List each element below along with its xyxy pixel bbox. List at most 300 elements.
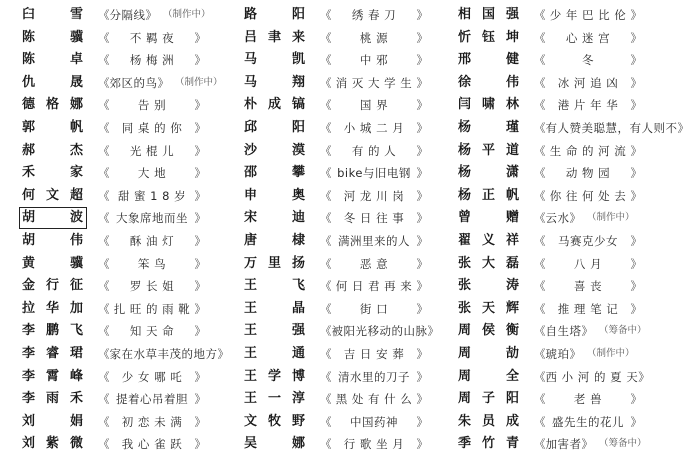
close-quote-mark: 》 [417,233,429,249]
film-title [320,188,428,204]
film-title [320,52,428,68]
film-title-text: 盛先生的花儿 [552,414,624,430]
open-quote-mark: 《 [534,414,546,430]
film-title [534,97,642,113]
close-quote-mark: 》 [417,75,429,91]
close-quote-mark: 》 [146,7,158,23]
director-name: 金行征 [22,278,84,294]
film-title [98,97,206,113]
film-title [534,391,642,407]
open-quote-mark: 《 [320,301,332,317]
film-title-text: 黑 处 有 什 么 [336,391,413,407]
film-title-text: 桃 源 [360,30,388,46]
director-name: 刘 娟 [22,414,84,430]
open-quote-mark: 《 [320,75,332,91]
director-name: 王 通 [244,346,306,362]
open-quote-mark: 《 [98,188,110,204]
film-title-text: 心 迷 宫 [566,30,610,46]
open-quote-mark: 《 [534,233,546,249]
director-name: 李霄峰 [22,369,84,385]
film-title-text: 绣 春 刀 [352,7,396,23]
film-title [320,436,428,452]
film-title [320,120,428,136]
film-title [320,301,428,317]
open-quote-mark: 《 [534,97,546,113]
film-title-text: 提着心吊着胆 [116,391,188,407]
director-name: 曾 赠 [458,210,520,226]
close-quote-mark: 》 [417,278,429,294]
film-title [320,256,428,272]
director-name: 邢 健 [458,52,520,68]
film-title-text: 消 灭 大 学 生 [336,75,413,91]
film-title-text: 动 物 园 [566,165,610,181]
close-quote-mark: 》 [631,233,643,249]
film-title-text: 港 片 年 华 [558,97,618,113]
film-title-text: 被阳光移动的山脉 [332,323,428,339]
film-title [98,256,206,272]
open-quote-mark: 《 [534,120,546,136]
close-quote-mark: 》 [417,120,429,136]
film-title-text: 同 桌 的 你 [122,120,182,136]
close-quote-mark: 》 [631,52,643,68]
film-title-text: 清水里的刀子 [338,369,410,385]
close-quote-mark: 》 [631,75,643,91]
director-name: 王 强 [244,323,306,339]
film-title [98,120,206,136]
director-name: 季竹青 [458,436,520,452]
close-quote-mark: 》 [428,323,440,339]
director-name: 马 凯 [244,52,306,68]
close-quote-mark: 》 [638,369,650,385]
film-title [320,30,428,46]
open-quote-mark: 《 [98,323,110,339]
film-title [98,143,206,159]
open-quote-mark: 《 [320,52,332,68]
close-quote-mark: 》 [631,301,643,317]
film-title [534,7,642,23]
film-title [320,346,428,362]
film-title [320,210,428,226]
film-title [320,143,428,159]
director-name: 周侯衡 [458,323,520,339]
film-title-text: 冬 [582,52,594,68]
director-name: 王一淳 [244,391,306,407]
film-title [320,7,428,23]
close-quote-mark: 》 [195,301,207,317]
film-title [98,75,206,91]
film-title [98,301,206,317]
open-quote-mark: 《 [320,233,332,249]
film-title-text: bike与旧电钢 [337,165,411,181]
film-title [534,369,642,385]
film-title [320,323,428,339]
director-name: 周子阳 [458,391,520,407]
film-title [98,369,206,385]
close-quote-mark: 》 [570,346,582,362]
open-quote-mark: 《 [534,278,546,294]
open-quote-mark: 《 [98,391,110,407]
film-title [98,391,206,407]
open-quote-mark: 《 [534,346,546,362]
close-quote-mark: 》 [631,7,643,23]
open-quote-mark: 《 [98,52,110,68]
director-name: 郭 帆 [22,120,84,136]
open-quote-mark: 《 [320,165,332,181]
film-title [320,369,428,385]
open-quote-mark: 《 [320,346,332,362]
director-name: 禾 家 [22,165,84,181]
director-name: 万里扬 [244,256,306,272]
director-name: 周 劼 [458,346,520,362]
film-title [98,278,206,294]
film-title-text: 酥 油 灯 [130,233,174,249]
director-name: 文牧野 [244,414,306,430]
open-quote-mark: 《 [98,120,110,136]
director-name: 张 涛 [458,278,520,294]
production-status: （筹备中） [599,436,647,452]
film-title-text: 河 龙 川 岗 [344,188,404,204]
director-name: 沙 漠 [244,143,306,159]
open-quote-mark: 《 [534,143,546,159]
film-title-text: 喜 丧 [574,278,602,294]
open-quote-mark: 《 [98,233,110,249]
close-quote-mark: 》 [631,30,643,46]
close-quote-mark: 》 [195,369,207,385]
film-title [320,75,428,91]
close-quote-mark: 》 [195,120,207,136]
film-title-text: 杨 梅 洲 [130,52,174,68]
close-quote-mark: 》 [417,30,429,46]
film-title [534,52,642,68]
director-name: 相国强 [458,7,520,23]
film-title-text: 少 年 巴 比 伦 [550,7,627,23]
close-quote-mark: 》 [417,414,429,430]
film-title [98,30,206,46]
open-quote-mark: 《 [98,165,110,181]
film-title-text: 云水 [546,210,570,226]
director-name: 张大磊 [458,256,520,272]
film-title [98,165,206,181]
film-title [534,278,642,294]
open-quote-mark: 《 [534,165,546,181]
open-quote-mark: 《 [320,143,332,159]
director-name: 朱员成 [458,414,520,430]
director-name: 王 晶 [244,301,306,317]
film-title [534,323,642,339]
director-name: 闫啸林 [458,97,520,113]
close-quote-mark: 》 [417,346,429,362]
open-quote-mark: 《 [320,256,332,272]
film-title [98,436,206,452]
open-quote-mark: 《 [98,436,110,452]
film-title-text: 分隔线 [110,7,146,23]
director-name: 王 飞 [244,278,306,294]
open-quote-mark: 《 [534,323,546,339]
film-title-text: 西 小 河 的 夏 天 [546,369,639,385]
close-quote-mark: 》 [631,143,643,159]
film-title-text: 国 界 [360,97,388,113]
close-quote-mark: 》 [417,52,429,68]
close-quote-mark: 》 [417,391,429,407]
close-quote-mark: 》 [631,391,643,407]
director-name: 邱 阳 [244,120,306,136]
film-title-text: 何 日 君 再 来 [336,278,413,294]
film-title-text: 街 口 [360,301,388,317]
director-name: 杨 潇 [458,165,520,181]
open-quote-mark: 《 [320,369,332,385]
director-name: 吕聿来 [244,30,306,46]
film-title-text: 大象席地而坐 [116,210,188,226]
director-name: 宋 迪 [244,210,306,226]
open-quote-mark: 《 [98,301,110,317]
film-title [534,256,642,272]
close-quote-mark: 》 [195,436,207,452]
close-quote-mark: 》 [195,210,207,226]
film-title [534,414,642,430]
film-title [98,414,206,430]
close-quote-mark: 》 [417,301,429,317]
director-name: 胡 伟 [22,233,84,249]
director-name: 马 翔 [244,75,306,91]
open-quote-mark: 《 [98,7,110,23]
director-name: 陈 卓 [22,52,84,68]
film-title-text: 中国药神 [350,414,398,430]
close-quote-mark: 》 [678,120,689,136]
film-title-text: 郊区的鸟 [110,75,158,91]
open-quote-mark: 《 [98,278,110,294]
film-title [534,120,642,136]
open-quote-mark: 《 [534,301,546,317]
close-quote-mark: 》 [416,165,428,181]
director-name: 德格娜 [22,97,84,113]
director-name: 臼 雪 [22,7,84,23]
film-title-text: 扎 旺 的 雨 靴 [114,301,191,317]
film-title [320,391,428,407]
close-quote-mark: 》 [417,369,429,385]
director-name: 周 全 [458,369,520,385]
open-quote-mark: 《 [534,391,546,407]
close-quote-mark: 》 [417,97,429,113]
director-name: 邵 攀 [244,165,306,181]
open-quote-mark: 《 [98,369,110,385]
close-quote-mark: 》 [582,323,594,339]
film-title-text: 知 天 命 [130,323,174,339]
director-name: 杨 瑾 [458,120,520,136]
film-title-text: 自生塔 [546,323,582,339]
open-quote-mark: 《 [98,97,110,113]
open-quote-mark: 《 [320,188,332,204]
film-title-text: 行 歌 坐 月 [344,436,404,452]
director-name: 申 奥 [244,188,306,204]
film-title-text: 家在水草丰茂的地方 [110,346,218,362]
film-title-text: 笨 鸟 [138,256,166,272]
film-title-text: 马赛克少女 [558,233,618,249]
film-title [534,188,642,204]
open-quote-mark: 《 [534,210,546,226]
open-quote-mark: 《 [320,30,332,46]
film-title [98,233,206,249]
film-title-text: 吉 日 安 葬 [344,346,404,362]
open-quote-mark: 《 [320,210,332,226]
film-title-text: 冰 河 追 凶 [558,75,618,91]
open-quote-mark: 《 [320,414,332,430]
film-title [320,414,428,430]
director-name: 朴成镐 [244,97,306,113]
film-title [534,30,642,46]
film-title-text: 光 棍 儿 [130,143,174,159]
director-name: 黄 骥 [22,256,84,272]
close-quote-mark: 》 [631,97,643,113]
film-title-text: 你 往 何 处 去 [550,188,627,204]
production-status: （制作中） [587,210,635,226]
close-quote-mark: 》 [570,210,582,226]
open-quote-mark: 《 [320,7,332,23]
director-name: 王学博 [244,369,306,385]
close-quote-mark: 》 [195,278,207,294]
film-title-text: 冬 日 往 事 [344,210,404,226]
director-name: 仇 晟 [22,75,84,91]
film-title [534,436,642,452]
open-quote-mark: 《 [534,188,546,204]
film-title-text: 有人赞美聪慧，有人则不 [546,120,678,136]
film-title [534,143,642,159]
film-title-text: 老 兽 [574,391,602,407]
director-name: 忻钰坤 [458,30,520,46]
film-title [534,165,642,181]
open-quote-mark: 《 [534,256,546,272]
film-title [534,233,642,249]
director-name: 吴 娜 [244,436,306,452]
close-quote-mark: 》 [417,143,429,159]
open-quote-mark: 《 [320,323,332,339]
film-title-text: 我 心 雀 跃 [122,436,182,452]
film-title [534,346,642,362]
close-quote-mark: 》 [631,165,643,181]
director-name: 李鹏飞 [22,323,84,339]
film-title-text: 中 邪 [360,52,388,68]
director-name: 张天辉 [458,301,520,317]
film-title-text: 甜 蜜 1 8 岁 [118,188,186,204]
close-quote-mark: 》 [195,323,207,339]
film-title [320,165,428,181]
film-title-text: 恶 意 [360,256,388,272]
close-quote-mark: 》 [195,97,207,113]
open-quote-mark: 《 [534,75,546,91]
film-title-text: 加害者 [546,436,582,452]
director-name: 徐 伟 [458,75,520,91]
film-title [320,278,428,294]
open-quote-mark: 《 [320,278,332,294]
film-title-text: 生 命 的 河 流 [550,143,627,159]
film-title-text: 有 的 人 [352,143,396,159]
open-quote-mark: 《 [320,436,332,452]
film-title [98,52,206,68]
director-name: 郝 杰 [22,143,84,159]
film-title-text: 大 地 [138,165,166,181]
open-quote-mark: 《 [534,7,546,23]
close-quote-mark: 》 [417,7,429,23]
director-name: 路 阳 [244,7,306,23]
film-title [320,97,428,113]
close-quote-mark: 》 [158,75,170,91]
production-status: （制作中） [587,346,635,362]
film-title [98,346,206,362]
director-name: 翟义祥 [458,233,520,249]
close-quote-mark: 》 [631,256,643,272]
open-quote-mark: 《 [534,30,546,46]
close-quote-mark: 》 [195,165,207,181]
production-status: （制作中） [175,75,223,91]
film-title-text: 满洲里来的人 [338,233,410,249]
film-title-text: 告 别 [138,97,166,113]
open-quote-mark: 《 [98,143,110,159]
film-title-text: 初 恋 未 满 [122,414,182,430]
film-title-text: 八 月 [574,256,602,272]
open-quote-mark: 《 [534,52,546,68]
film-title [98,188,206,204]
close-quote-mark: 》 [195,52,207,68]
film-title [534,301,642,317]
close-quote-mark: 》 [195,233,207,249]
open-quote-mark: 《 [534,436,546,452]
director-name: 刘紫微 [22,436,84,452]
close-quote-mark: 》 [195,414,207,430]
close-quote-mark: 》 [631,278,643,294]
close-quote-mark: 》 [195,30,207,46]
open-quote-mark: 《 [98,256,110,272]
director-name: 何文超 [22,188,84,204]
close-quote-mark: 》 [194,188,206,204]
close-quote-mark: 》 [417,436,429,452]
open-quote-mark: 《 [320,120,332,136]
film-title-text: 罗 长 姐 [130,278,174,294]
open-quote-mark: 《 [534,369,546,385]
film-title-text: 少 女 哪 吒 [122,369,182,385]
film-title-text: 不 羁 夜 [130,30,174,46]
film-title [534,75,642,91]
director-name: 李雨禾 [22,391,84,407]
close-quote-mark: 》 [195,256,207,272]
close-quote-mark: 》 [582,436,594,452]
open-quote-mark: 《 [98,210,110,226]
director-name: 杨平道 [458,143,520,159]
close-quote-mark: 》 [417,188,429,204]
film-title [98,210,206,226]
film-title [98,7,206,23]
film-title-text: 小 城 二 月 [344,120,404,136]
director-name: 唐 棣 [244,233,306,249]
open-quote-mark: 《 [320,391,332,407]
director-name: 陈 骥 [22,30,84,46]
close-quote-mark: 》 [417,210,429,226]
film-title-text: 琥珀 [546,346,570,362]
close-quote-mark: 》 [631,188,643,204]
close-quote-mark: 》 [195,143,207,159]
film-title-text: 推 理 笔 记 [558,301,618,317]
director-name: 拉华加 [22,301,84,317]
director-name: 胡 波 [22,210,84,226]
close-quote-mark: 》 [195,391,207,407]
production-status: （筹备中） [599,323,647,339]
director-name: 李睿珺 [22,346,84,362]
director-name: 杨正帆 [458,188,520,204]
open-quote-mark: 《 [98,75,110,91]
open-quote-mark: 《 [98,346,110,362]
close-quote-mark: 》 [218,346,230,362]
film-title [320,233,428,249]
close-quote-mark: 》 [417,256,429,272]
open-quote-mark: 《 [98,30,110,46]
